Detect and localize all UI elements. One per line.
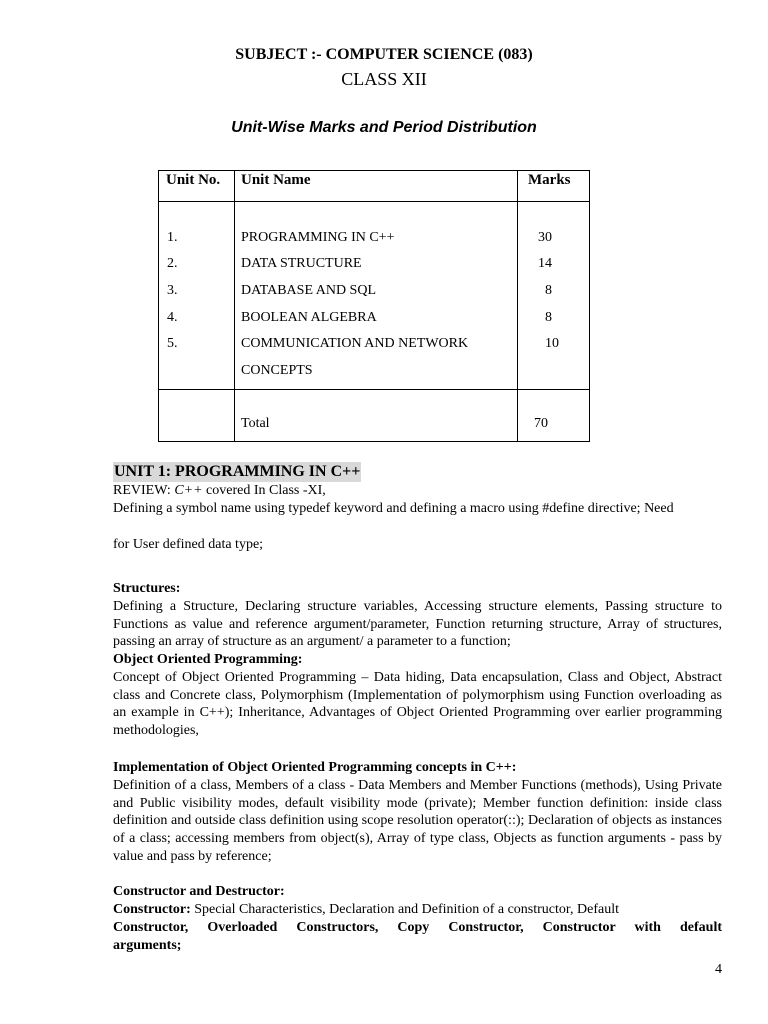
constructor-bold-line: Constructor, Overloaded Constructors, Copy Constructor, Constructor with default	[113, 920, 722, 935]
review-prefix: REVIEW:	[113, 483, 175, 498]
table-cell-unit-no: 5.	[167, 336, 178, 351]
table-cell-unit-name: PROGRAMMING IN C++	[241, 230, 395, 245]
header-unit-no: Unit No.	[166, 172, 221, 188]
constructor-destructor-heading: Constructor and Destructor:	[113, 884, 285, 899]
constructor-text: Special Characteristics, Declaration and Definition of a constructor, Default	[190, 902, 619, 917]
review-line	[113, 482, 722, 500]
table-cell-unit-name: DATA STRUCTURE	[241, 256, 362, 271]
subject-title: SUBJECT :- COMPUTER SCIENCE (083)	[235, 46, 533, 63]
constructor-bold-line-end: arguments;	[113, 938, 182, 953]
table-cell-unit-no: 2.	[167, 256, 178, 271]
structures-paragraph: Defining a Structure, Declaring structure variables, Accessing structure elements, Passing structure to Functions as value and reference argument/parameter, Function returning structure, Array of structures, passing an array of structure as an argument/ a parameter to a function;	[113, 599, 722, 650]
table-cell-marks: 8	[545, 310, 552, 325]
oop-paragraph: Concept of Object Oriented Programming – Data hiding, Data encapsulation, Class and Object, Abstract class and Concrete class, Polymorphism (Implementation of polymorphism using Function overloading as an example in C++); Inheritance, Advantages of Object Oriented Programming over earlier programming methodologies,	[113, 670, 722, 739]
review-cpp: C++	[174, 483, 203, 498]
table-cell-marks: 14	[538, 256, 552, 271]
user-defined-line: for User defined data type;	[113, 537, 264, 552]
table-cell-unit-name: BOOLEAN ALGEBRA	[241, 310, 377, 325]
header-marks: Marks	[528, 172, 571, 188]
review-rest: covered In Class -XI,	[202, 483, 326, 498]
table-cell-marks: 30	[538, 230, 552, 245]
table-cell-marks: 8	[545, 283, 552, 298]
table-cell-unit-name: COMMUNICATION AND NETWORK	[241, 336, 469, 351]
table-total-marks: 70	[534, 416, 548, 431]
table-cell-unit-no: 1.	[167, 230, 178, 245]
unit1-heading: UNIT 1: PROGRAMMING IN C++	[114, 463, 361, 480]
implementation-heading: Implementation of Object Oriented Programming concepts in C++:	[113, 760, 517, 775]
table-cell-unit-no: 3.	[167, 283, 178, 298]
page-number: 4	[715, 962, 722, 977]
class-title: CLASS XII	[341, 69, 427, 89]
table-divider	[159, 389, 589, 390]
oop-heading: Object Oriented Programming:	[113, 652, 303, 667]
table-divider	[159, 201, 589, 202]
structures-heading: Structures:	[113, 581, 181, 596]
constructor-label: Constructor:	[113, 902, 191, 917]
table-cell-unit-name: DATABASE AND SQL	[241, 283, 377, 298]
marks-table	[158, 170, 590, 442]
table-divider	[234, 171, 235, 441]
constructor-line	[113, 901, 722, 919]
implementation-paragraph: Definition of a class, Members of a class - Data Members and Member Functions (methods), Using Private and Public visibility modes, default visibility mode (private); Member function definition: inside class definition and outside class definition using scope resolution operator(::); Declaration of objects as instances of a class; accessing members from object(s), Array of type class, Objects as function arguments - pass by value and pass by reference;	[113, 778, 722, 864]
table-cell-marks: 10	[545, 336, 559, 351]
table-cell-unit-name-continued: CONCEPTS	[241, 363, 313, 378]
distribution-title: Unit-Wise Marks and Period Distribution	[231, 119, 537, 136]
header-unit-name: Unit Name	[241, 172, 311, 188]
table-total-label: Total	[241, 416, 270, 431]
table-divider	[517, 171, 518, 441]
table-cell-unit-no: 4.	[167, 310, 178, 325]
typedef-line: Defining a symbol name using typedef keyword and defining a macro using #define directive; Need	[113, 501, 674, 516]
